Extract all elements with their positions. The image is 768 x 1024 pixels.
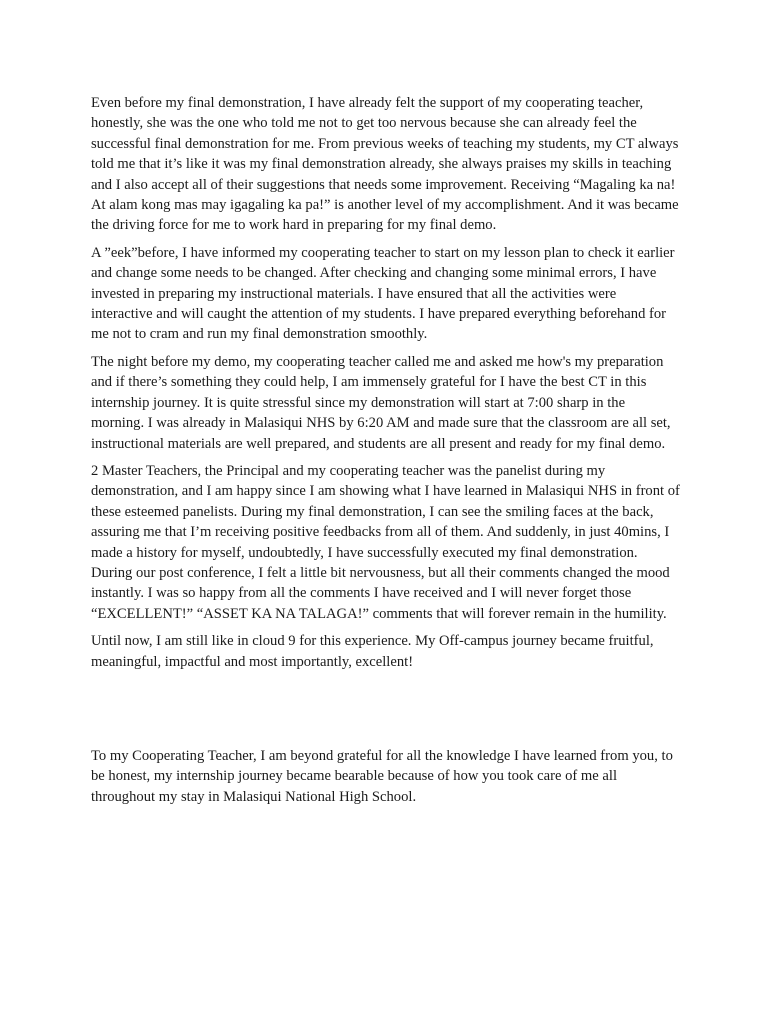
paragraph-cloud-nine: Until now, I am still like in cloud 9 for this experience. My Off-campus journey became fruitful, meaningful, impactful and most importantly, excellent! bbox=[91, 633, 654, 670]
document-body bbox=[91, 93, 681, 814]
paragraph-gratitude-to-ct: To my Cooperating Teacher, I am beyond grateful for all the knowledge I have learned from you, to be honest, my internship journey became bearable because of how you took care of me all throughout my stay in Malasiqui National High School. bbox=[91, 747, 673, 805]
paragraph-spacer bbox=[91, 679, 681, 746]
paragraph-lesson-plan-preparation: A ”eek”before, I have informed my cooperating teacher to start on my lesson plan to check it earlier and change some needs to be changed. After checking and changing some minimal errors, I have invested in preparing my instructional materials. I have ensured that all the activities were interactive and will caught the attention of my students. I have prepared everything beforehand for me not to cram and run my final demonstration smoothly. bbox=[91, 244, 675, 343]
paragraph-night-before-demo: The night before my demo, my cooperating teacher called me and asked me how's my preparation and if there’s something they could help, I am immensely grateful for I have the best CT in this internship journey. It is quite stressful since my demonstration will start at 7:00 sharp in the morning. I was already in Malasiqui NHS by 6:20 AM and made sure that the classroom are all set, instructional materials are well prepared, and students are all present and ready for my final demo. bbox=[91, 353, 671, 452]
paragraph-panelists: 2 Master Teachers, the Principal and my cooperating teacher was the panelist during my demonstration, and I am happy since I am showing what I have learned in Malasiqui NHS in front of these esteemed panelists. During my final demonstration, I can see the smiling faces at the back, assuring me that I’m receiving positive feedbacks from all of them. And suddenly, in just 40mins, I made a history for myself, undoubtedly, I have successfully executed my final demonstration. During our post conference, I felt a little bit nervousness, but all their comments changed the mood instantly. I was so happy from all the comments I have received and I will never forget those “EXCELLENT!” “ASSET KA NA TALAGA!” comments that will forever remain in the humility. bbox=[91, 462, 680, 622]
paragraph-final-demo-support: Even before my final demonstration, I have already felt the support of my cooperating teacher, honestly, she was the one who told me not to get too nervous because she can already feel the successful final demonstration for me. From previous weeks of teaching my students, my CT always told me that it’s like it was my final demonstration already, she always praises my skills in teaching and I also accept all of their suggestions that needs some improvement. Receiving “Magaling ka na! At alam kong mas may igagaling ka pa!” is another level of my accomplishment. And it was became the driving force for me to work hard in preparing for my final demo. bbox=[91, 95, 679, 234]
